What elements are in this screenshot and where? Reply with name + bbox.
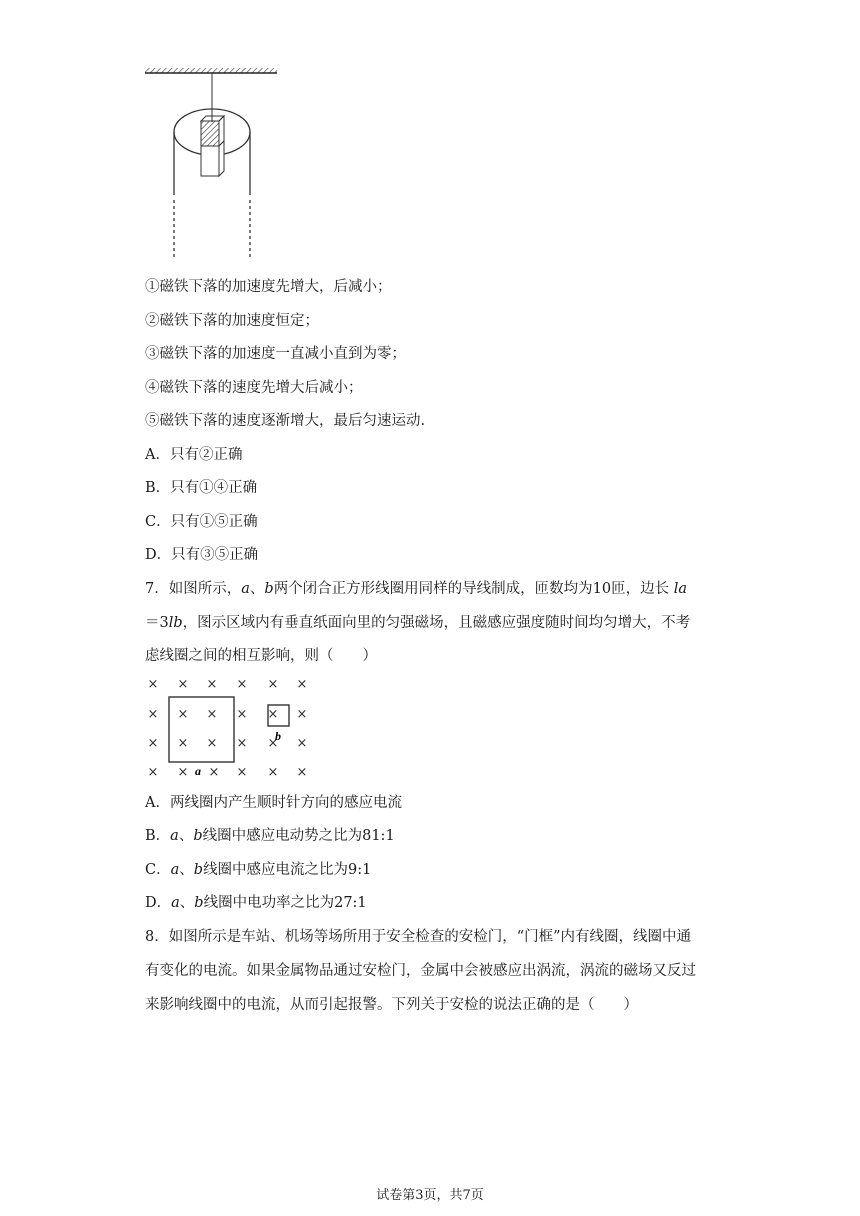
statement-3: ③磁铁下落的加速度一直减小直到为零； [145, 346, 406, 362]
field-cross: × [147, 707, 159, 722]
magnetic-field-figure [140, 672, 320, 784]
statement-1: ①磁铁下落的加速度先增大，后减小； [145, 279, 392, 295]
q7-option-b: B．a、b线圈中感应电动势之比为81:1 [145, 828, 395, 844]
q8-stem-line-2: 有变化的电流。如果金属物品通过安检门，金属中会被感应出涡流，涡流的磁场又反过 [145, 963, 696, 979]
field-cross: × [267, 707, 279, 722]
field-cross: × [236, 707, 248, 722]
field-cross: × [236, 677, 248, 692]
q7-option-d: D．a、b线圈中电功率之比为27:1 [145, 895, 367, 911]
field-cross: × [177, 765, 189, 780]
field-cross: × [296, 765, 308, 780]
statement-4: ④磁铁下落的速度先增大后减小； [145, 380, 363, 396]
page-footer: 试卷第3页，共7页 [376, 1188, 484, 1203]
field-cross: × [147, 765, 159, 780]
field-cross: × [296, 677, 308, 692]
field-cross: × [296, 736, 308, 751]
magnet [201, 116, 224, 176]
q8-stem-line-1: 8．如图所示是车站、机场等场所用于安全检查的安检门，“门框”内有线圈，线圈中通 [145, 929, 692, 945]
field-cross: × [206, 677, 218, 692]
field-cross: × [236, 765, 248, 780]
loop-a-label: a [195, 764, 201, 778]
q7-stem-line-1: 7．如图所示，a、b两个闭合正方形线圈用同样的导线制成，匝数均为10匝，边长 la [145, 581, 688, 597]
q7-stem-line-2: ＝3lb，图示区域内有垂直纸面向里的匀强磁场，且磁感应强度随时间均匀增大，不考 [145, 615, 691, 631]
field-cross: × [267, 765, 279, 780]
q6-option-a: A．只有②正确 [145, 447, 243, 463]
field-cross: × [147, 736, 159, 751]
q7-option-c: C．a、b线圈中感应电流之比为9:1 [145, 862, 372, 878]
field-cross: × [296, 707, 308, 722]
field-cross: × [267, 736, 279, 751]
field-cross: × [177, 707, 189, 722]
field-cross: × [177, 736, 189, 751]
loop-b-label: b [275, 729, 281, 743]
statement-5: ⑤磁铁下落的速度逐渐增大，最后匀速运动. [145, 413, 426, 429]
q6-option-d: D．只有③⑤正确 [145, 547, 259, 563]
magnet-cylinder-figure [140, 60, 290, 265]
field-cross: × [267, 677, 279, 692]
statement-2: ②磁铁下落的加速度恒定； [145, 313, 319, 329]
field-cross: × [208, 765, 220, 780]
q8-stem-line-3: 来影响线圈中的电流，从而引起报警。下列关于安检的说法正确的是（ ） [145, 997, 638, 1013]
field-cross: × [206, 736, 218, 751]
q7-option-a: A．两线圈内产生顺时针方向的感应电流 [145, 795, 402, 811]
q6-option-b: B．只有①④正确 [145, 480, 258, 496]
field-cross: × [177, 677, 189, 692]
q7-stem-line-3: 虑线圈之间的相互影响，则（ ） [145, 648, 377, 664]
field-cross: × [236, 736, 248, 751]
field-cross: × [147, 677, 159, 692]
q6-option-c: C．只有①⑤正确 [145, 514, 258, 530]
field-cross: × [206, 707, 218, 722]
